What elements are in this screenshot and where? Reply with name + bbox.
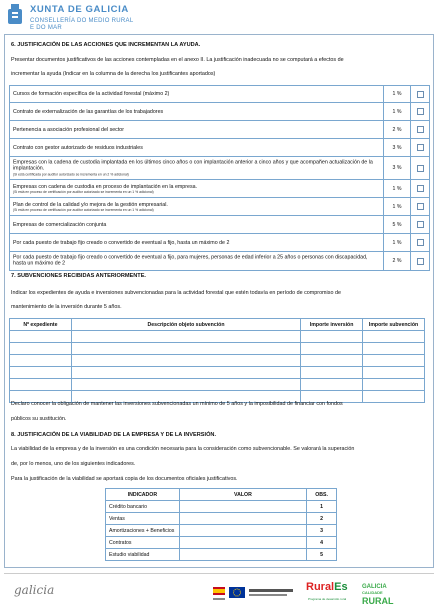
table-cell-input[interactable] bbox=[363, 355, 425, 367]
column-header: Nº expediente bbox=[10, 319, 72, 331]
indicator-cell: Contratos bbox=[106, 537, 180, 549]
incentive-text: Empresas de comercialización conjunta bbox=[13, 221, 107, 228]
galicia-calidade-rural-logo: GALICIA CALIDADE RURAL bbox=[362, 584, 394, 606]
table-cell-input[interactable] bbox=[10, 331, 72, 343]
section-7-declaration-2: públicos su sustitución. bbox=[11, 416, 67, 422]
incentive-label bbox=[13, 255, 375, 268]
obs-cell: 4 bbox=[307, 537, 337, 549]
incentive-percent: 1 % bbox=[383, 180, 411, 197]
table-row bbox=[10, 331, 425, 343]
incentive-text: Pertenencia a asociación profesional del sector bbox=[13, 126, 125, 133]
indicator-cell: Estudio viabilidad bbox=[106, 549, 180, 561]
incentive-row bbox=[9, 121, 430, 139]
incentive-row bbox=[9, 252, 430, 271]
viability-table bbox=[105, 488, 337, 561]
xunta-crest-icon bbox=[6, 3, 24, 25]
column-header: Importe subvención bbox=[363, 319, 425, 331]
value-cell-input[interactable] bbox=[179, 525, 306, 537]
incentive-percent: 1 % bbox=[383, 103, 411, 120]
incentive-checkbox[interactable] bbox=[417, 258, 424, 265]
table-cell-input[interactable] bbox=[363, 343, 425, 355]
table-cell-input[interactable] bbox=[10, 355, 72, 367]
incentive-row bbox=[9, 103, 430, 121]
incentive-row bbox=[9, 234, 430, 252]
section-8-intro-2: de, por lo menos, uno de los siguientes indicadores. bbox=[11, 461, 136, 467]
table-cell-input[interactable] bbox=[301, 355, 363, 367]
incentive-checkbox[interactable] bbox=[417, 126, 424, 133]
incentive-checkbox[interactable] bbox=[417, 239, 424, 246]
incentive-row bbox=[9, 139, 430, 157]
table-cell-input[interactable] bbox=[71, 331, 300, 343]
table-row bbox=[10, 343, 425, 355]
incentive-checkbox[interactable] bbox=[417, 108, 424, 115]
incentive-text: Empresas con cadena de custodia en proceso de implantación en la empresa. bbox=[13, 183, 198, 190]
table-cell-input[interactable] bbox=[10, 379, 72, 391]
table-cell-input[interactable] bbox=[363, 367, 425, 379]
incentive-percent: 3 % bbox=[383, 157, 411, 179]
section-6-intro: Presentar documentos justificativos de las acciones contempladas en el anexo II. La justificación inadecuada no se computará a efectos de bbox=[11, 57, 344, 63]
table-cell-input[interactable] bbox=[10, 367, 72, 379]
incentive-percent: 1 % bbox=[383, 198, 411, 215]
table-cell-input[interactable] bbox=[301, 379, 363, 391]
indicator-cell: Amortizaciones + Beneficios bbox=[106, 525, 180, 537]
incentive-percent: 5 % bbox=[383, 216, 411, 233]
incentive-checkbox[interactable] bbox=[417, 185, 424, 192]
obs-cell: 5 bbox=[307, 549, 337, 561]
table-row bbox=[106, 537, 337, 549]
rural-es-subtitle: Programa de desarrollo rural bbox=[308, 597, 347, 601]
incentive-row bbox=[9, 157, 430, 180]
footer-divider bbox=[4, 573, 434, 574]
section-7-intro-2: mantenimiento de la inversión durante 5 años. bbox=[11, 304, 122, 310]
incentive-text: Contrato con gestor autorizado de residuos industriales bbox=[13, 144, 143, 151]
incentive-label bbox=[13, 108, 375, 114]
table-row bbox=[106, 501, 337, 513]
header-title: XUNTA DE GALICIA bbox=[30, 4, 129, 15]
table-header-row bbox=[10, 319, 425, 331]
table-cell-input[interactable] bbox=[363, 379, 425, 391]
incentive-text: Plan de control de la calidad y/o mejora de la gestión empresarial. bbox=[13, 201, 168, 208]
incentive-percent: 2 % bbox=[383, 121, 411, 138]
table-cell-input[interactable] bbox=[301, 367, 363, 379]
incentive-label bbox=[13, 91, 375, 97]
column-header: VALOR bbox=[179, 489, 306, 501]
column-header: INDICADOR bbox=[106, 489, 180, 501]
obs-cell: 1 bbox=[307, 501, 337, 513]
incentive-percent: 1 % bbox=[383, 86, 411, 102]
table-cell-input[interactable] bbox=[301, 343, 363, 355]
value-cell-input[interactable] bbox=[179, 501, 306, 513]
incentive-label bbox=[13, 239, 375, 245]
incentive-row bbox=[9, 85, 430, 103]
incentive-label bbox=[13, 221, 375, 227]
table-cell-input[interactable] bbox=[363, 331, 425, 343]
table-cell-input[interactable] bbox=[71, 367, 300, 379]
section-8-intro-3: Para la justificación de la viabilidad se aportará copia de los documentos oficiales justificativos. bbox=[11, 476, 238, 482]
incentive-text: Empresas con la cadena de custodia implantada en los últimos cinco años o con implantación anterior a cinco años y que acompañen actualización de la implantación. bbox=[13, 159, 373, 172]
section-7-intro: Indicar los expedientes de ayuda e inversiones subvencionadas para la actividad forestal que estén todavía en período de compromiso de bbox=[11, 290, 341, 296]
table-cell-input[interactable] bbox=[71, 343, 300, 355]
header-subtitle: CONSELLERÍA DO MEDIO RURAL bbox=[30, 18, 134, 24]
section-8-intro: La viabilidad de la empresa y de la inversión es una condición necesaria para la consideración como subvencionable. Se valorará la superación bbox=[11, 446, 355, 452]
table-cell-input[interactable] bbox=[71, 379, 300, 391]
incentive-text: Cursos de formación específica de la actividad forestal (máximo 2) bbox=[13, 90, 170, 97]
incentive-checkbox[interactable] bbox=[417, 165, 424, 172]
table-row bbox=[10, 379, 425, 391]
incentive-text: Por cada puesto de trabajo fijo creado o convertido de eventual a fijo, hasta un máximo de 2 bbox=[13, 239, 230, 246]
table-cell-input[interactable] bbox=[301, 331, 363, 343]
table-row bbox=[106, 525, 337, 537]
rural-es-logo: RuralEs bbox=[306, 581, 348, 593]
incentive-label bbox=[13, 201, 375, 211]
incentive-label bbox=[13, 126, 375, 132]
table-row bbox=[10, 367, 425, 379]
incentive-text: Por cada puesto de trabajo fijo creado o convertido de eventual a fijo, para mujeres, personas de edad inferior a 25 años o personas con discapacidad, hasta un máximo de 2 bbox=[13, 254, 368, 267]
incentive-label bbox=[13, 144, 375, 150]
column-header: Importe inversión bbox=[301, 319, 363, 331]
value-cell-input[interactable] bbox=[179, 549, 306, 561]
incentive-checkbox[interactable] bbox=[417, 203, 424, 210]
value-cell-input[interactable] bbox=[179, 537, 306, 549]
table-header-row bbox=[106, 489, 337, 501]
galicia-logo: galicia bbox=[14, 583, 55, 597]
table-row bbox=[106, 513, 337, 525]
incentive-row bbox=[9, 216, 430, 234]
indicator-cell: Ventas bbox=[106, 513, 180, 525]
obs-cell: 2 bbox=[307, 513, 337, 525]
table-row bbox=[106, 549, 337, 561]
incentive-percent: 2 % bbox=[383, 252, 411, 270]
subsidies-table bbox=[9, 318, 425, 403]
column-header: Descripción objeto subvención bbox=[71, 319, 300, 331]
incentive-row bbox=[9, 198, 430, 216]
column-header: OBS. bbox=[307, 489, 337, 501]
table-cell-input[interactable] bbox=[71, 355, 300, 367]
incentive-percent: 1 % bbox=[383, 234, 411, 251]
section-7-declaration: Declaro conocer la obligación de mantener las inversiones subvencionadas un mínimo de 5 años y la imposibilidad de financiar con fondos bbox=[11, 401, 343, 407]
incentive-checkbox[interactable] bbox=[417, 144, 424, 151]
incentive-label bbox=[13, 160, 375, 177]
eu-flags-icon bbox=[213, 585, 295, 603]
incentive-row bbox=[9, 180, 430, 198]
incentive-note: (Si está en proceso de certificación por auditor autorizado se incrementa en un 1 % adicional) bbox=[13, 207, 154, 212]
section-8-title: 8. JUSTIFICACIÓN DE LA VIABILIDAD DE LA EMPRESA Y DE LA INVERSIÓN. bbox=[11, 432, 217, 438]
table-cell-input[interactable] bbox=[10, 343, 72, 355]
incentive-note: (Si está certificada por auditor autorizado se incrementa en un 2 % adicional) bbox=[13, 172, 129, 177]
incentive-note: (Si está en proceso de certificación por auditor autorizado se incrementa en un 1 % adicional) bbox=[13, 189, 154, 194]
obs-cell: 3 bbox=[307, 525, 337, 537]
section-6-title: 6. JUSTIFICACIÓN DE LAS ACCIONES QUE INCREMENTAN LA AYUDA. bbox=[11, 42, 201, 48]
value-cell-input[interactable] bbox=[179, 513, 306, 525]
incentive-checkbox[interactable] bbox=[417, 221, 424, 228]
section-6-intro-2: incrementar la ayuda (Indicar en la columna de la derecha los justificantes aportados) bbox=[11, 71, 216, 77]
header-subtitle-2: E DO MAR bbox=[30, 25, 63, 31]
indicator-cell: Crédito bancario bbox=[106, 501, 180, 513]
incentive-text: Contrato de externalización de las garantías de los trabajadores bbox=[13, 108, 164, 115]
table-cell-input[interactable] bbox=[363, 391, 425, 403]
table-row bbox=[10, 355, 425, 367]
incentive-label bbox=[13, 183, 375, 193]
incentive-checkbox[interactable] bbox=[417, 91, 424, 98]
incentive-percent: 3 % bbox=[383, 139, 411, 156]
section-7-title: 7. SUBVENCIONES RECIBIDAS ANTERIORMENTE. bbox=[11, 273, 146, 279]
